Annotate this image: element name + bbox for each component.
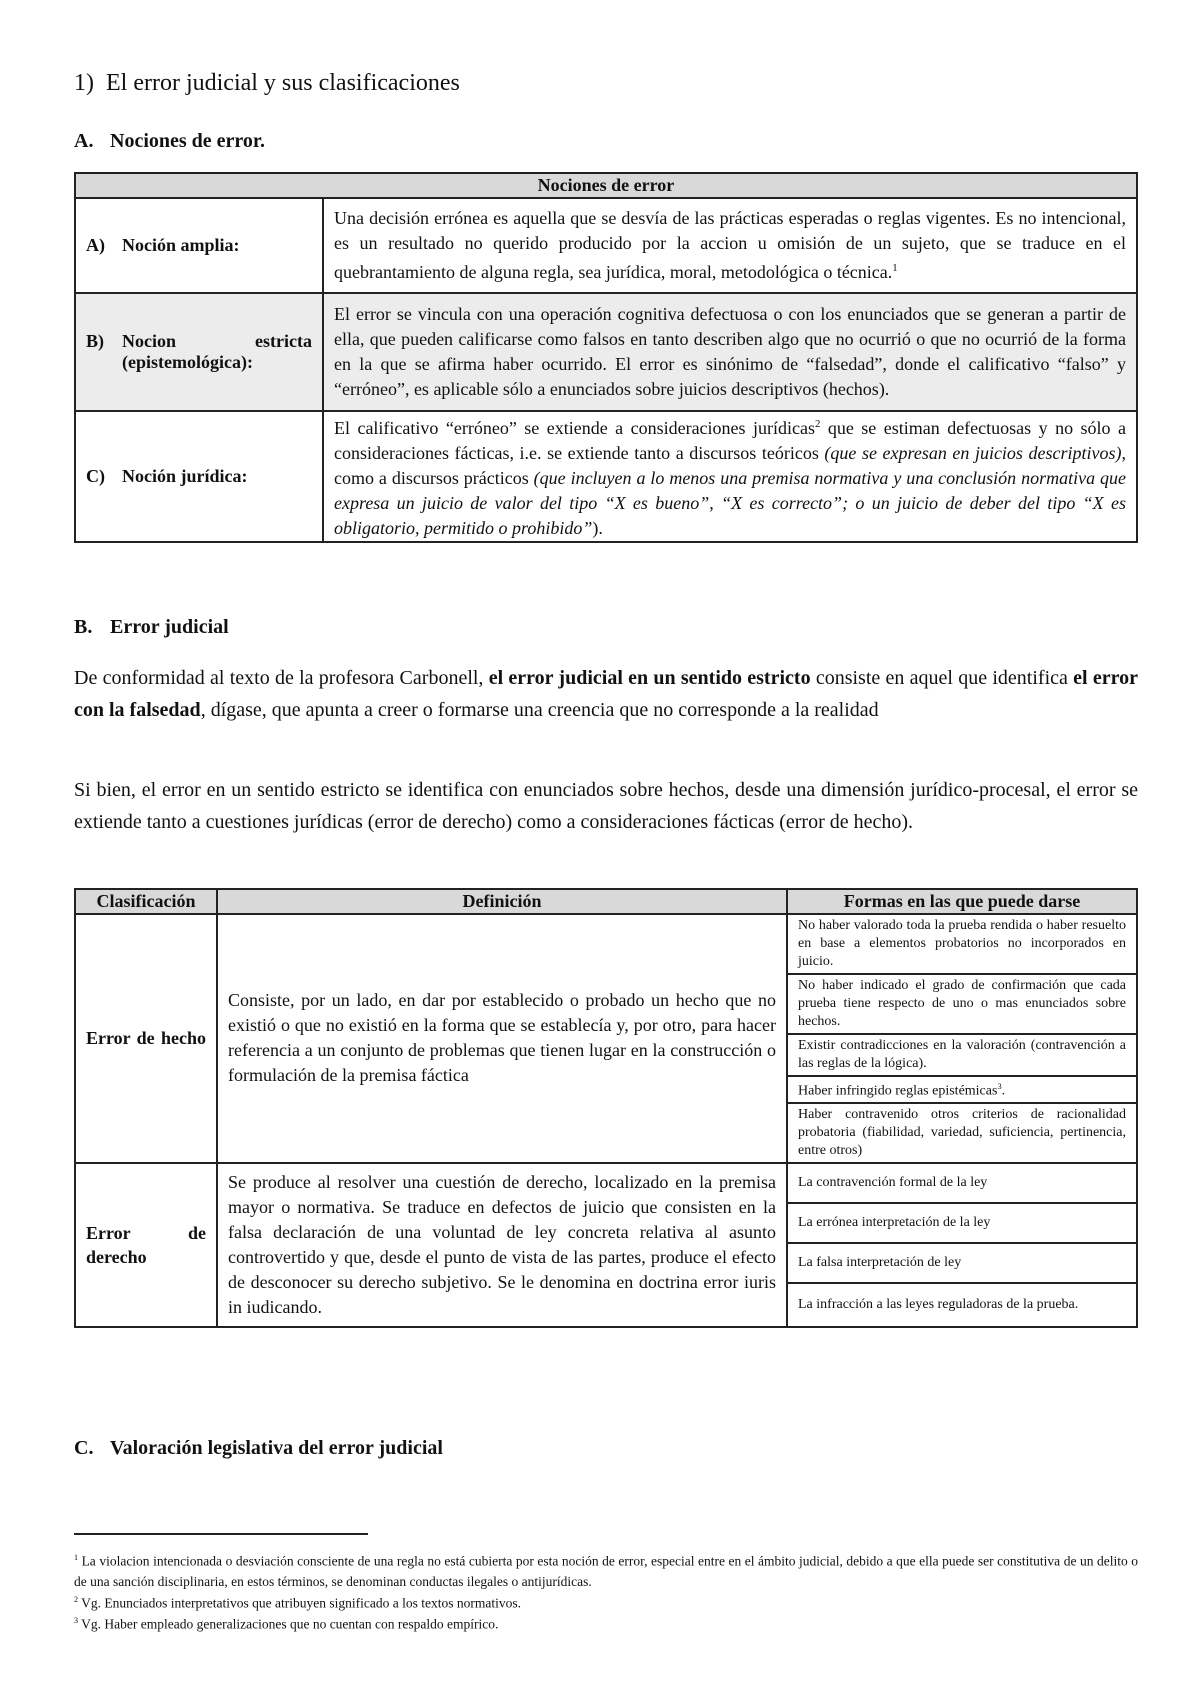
- forma-item: La errónea interpretación de la ley: [787, 1203, 1137, 1243]
- nociones-label: Noción amplia:: [122, 235, 240, 255]
- nociones-key: B): [86, 331, 104, 351]
- table-row: [75, 1163, 1137, 1203]
- nociones-row-estricta: [75, 293, 1137, 411]
- col-header-formas: Formas en las que puede darse: [787, 889, 1137, 914]
- footnote-ref-2[interactable]: 2: [814, 418, 821, 430]
- footnote-3: [74, 1611, 1138, 1635]
- footnote-text: La violacion intencionada o desviación consciente de una regla no está cubierta por esta noción de error, especial entre en el ámbito judicial, debido a que ella puede ser constitutiva de un delito o de una sanción disciplinaria, en estos términos, se denominan conductas ilegales o antijurídicas.: [74, 1553, 1138, 1589]
- col-header-definicion: Definición: [217, 889, 787, 914]
- section-c-heading: [74, 1437, 443, 1460]
- nociones-text-juridica: [323, 411, 1137, 542]
- page-title: 1) El error judicial y sus clasificaciones: [74, 70, 460, 96]
- nociones-label-amplia: [75, 198, 323, 293]
- forma-item: No haber valorado toda la prueba rendida o haber resuelto en base a elementos probatorios no incorporados en juicio.: [787, 914, 1137, 974]
- nociones-key: A): [86, 235, 105, 255]
- section-a-heading: [74, 130, 265, 153]
- nociones-text-part: ).: [592, 518, 603, 538]
- section-a-letter: A.: [74, 130, 94, 152]
- nociones-text-part: que se estiman defectuosas y no sólo a consideraciones fácticas, i.e. se extiende tanto a discursos teóricos: [334, 418, 1126, 463]
- forma-text: .: [1001, 1083, 1006, 1099]
- section-b-letter: B.: [74, 616, 93, 638]
- nociones-label: Nocion estricta (epistemológica):: [122, 331, 312, 372]
- clasificacion-hecho: Error de hecho: [75, 914, 217, 1163]
- nociones-italic-part: (que se expresan en juicios descriptivos): [824, 443, 1122, 463]
- nociones-label-estricta: [75, 293, 323, 411]
- nociones-label-juridica: [75, 411, 323, 542]
- nociones-table: [74, 172, 1138, 543]
- section-b-label: Error judicial: [110, 616, 229, 638]
- section-a-label: Nociones de error.: [110, 130, 265, 152]
- forma-item: Haber contravenido otros criterios de racionalidad probatoria (fiabilidad, variedad, suficiencia, pertinencia, entre otros): [787, 1103, 1137, 1163]
- nociones-label: Noción jurídica:: [122, 466, 248, 486]
- footnote-mark: 3: [74, 1616, 79, 1625]
- footnote-ref-3[interactable]: 3: [997, 1082, 1002, 1091]
- forma-item: La contravención formal de la ley: [787, 1163, 1137, 1203]
- paragraph-bold: el error con la falsedad: [74, 667, 1138, 721]
- nociones-row-juridica: [75, 411, 1137, 542]
- footnote-2: [74, 1590, 1138, 1614]
- section-b-heading: [74, 616, 229, 639]
- clasificacion-table: [74, 888, 1138, 1328]
- paragraph-bold: el error judicial en un sentido estricto: [488, 667, 811, 689]
- nociones-text: Una decisión errónea es aquella que se desvía de las prácticas esperadas o reglas vigentes. Es no intencional, es un resultado no querido producido por la accion u omisión de un sujeto, que se traduce en el quebrantamiento de alguna regla, sea jurídica, moral, metodológica o técnica.: [334, 208, 1126, 282]
- paragraph-carbonell: [74, 662, 1138, 726]
- section-c-label: Valoración legislativa del error judicial: [110, 1437, 443, 1459]
- paragraph-text: De conformidad al texto de la profesora Carbonell,: [74, 667, 489, 689]
- footnote-mark: 2: [74, 1595, 79, 1604]
- paragraph-sentido-estricto: Si bien, el error en un sentido estricto se identifica con enunciados sobre hechos, desde una dimensión jurídico-procesal, el error se extiende tanto a cuestiones jurídicas (error de derecho) como a consideraciones fácticas (error de hecho).: [74, 779, 1138, 833]
- col-header-clasificacion: Clasificación: [75, 889, 217, 914]
- footnote-text: Vg. Haber empleado generalizaciones que no cuentan con respaldo empírico.: [78, 1616, 499, 1632]
- paragraph-text: consiste en aquel que identifica: [810, 667, 1074, 689]
- footnote-divider: [74, 1533, 368, 1535]
- footnote-ref-1[interactable]: 1: [892, 262, 898, 274]
- nociones-italic-part: (que incluyen a lo menos una premisa normativa y una conclusión normativa que expresa un juicio de valor del tipo “X es bueno”, “X es correcto”; o un juicio de deber del tipo “X es obligatorio, permitido o prohibido”: [334, 468, 1126, 538]
- paragraph-text: , dígase, que apunta a creer o formarse una creencia que no corresponde a la realidad: [200, 699, 879, 721]
- footnote-text: Vg. Enunciados interpretativos que atribuyen significado a los textos normativos.: [78, 1595, 521, 1611]
- nociones-row-amplia: [75, 198, 1137, 293]
- forma-item: La infracción a las leyes reguladoras de la prueba.: [787, 1283, 1137, 1327]
- footnote-1: [74, 1548, 1138, 1592]
- footnote-mark: 1: [74, 1553, 79, 1562]
- forma-item: La falsa interpretación de ley: [787, 1243, 1137, 1283]
- nociones-text-part: , como a discursos prácticos: [334, 443, 1126, 488]
- nociones-text-amplia: [323, 198, 1137, 293]
- definicion-derecho: Se produce al resolver una cuestión de derecho, localizado en la premisa mayor o normativa. Se traduce en defectos de juicio que consisten en la falsa declaración de una voluntad de ley concreta relativa al asunto controvertido y que, desde el punto de vista de las partes, produce el efecto de desconocer su derecho subjetivo. Se le denomina en doctrina error iuris in iudicando.: [217, 1163, 787, 1327]
- definicion-hecho: Consiste, por un lado, en dar por establecido o probado un hecho que no existió o que no existió en la forma que se establecía y, por otro, para hacer referencia a un conjunto de problemas que tienen lugar en la construcción o formulación de la premisa fáctica: [217, 914, 787, 1163]
- nociones-text-estricta: El error se vincula con una operación cognitiva defectuosa o con los enunciados que se generan a partir de ella, que pueden calificarse como falsos en tanto describen algo que no ocurrió o que no ocurrió de la forma en la que se afirma haber ocurrido. El error es sinónimo de “falsedad”, donde el calificativo “falso” y “erróneo”, es aplicable sólo a enunciados sobre juicios descriptivos (hechos).: [323, 293, 1137, 411]
- nociones-key: C): [86, 466, 105, 486]
- nociones-text-part: El calificativo “erróneo” se extiende a consideraciones jurídicas: [334, 418, 815, 438]
- forma-item: Existir contradicciones en la valoración (contravención a las reglas de la lógica).: [787, 1034, 1137, 1076]
- table-row: [75, 914, 1137, 974]
- forma-item: [787, 1076, 1137, 1103]
- forma-text: Haber infringido reglas epistémicas: [798, 1083, 998, 1099]
- forma-item: No haber indicado el grado de confirmación que cada prueba tiene respecto de uno o mas enunciados sobre hechos.: [787, 974, 1137, 1034]
- clasificacion-derecho: Error de derecho: [75, 1163, 217, 1327]
- section-c-letter: C.: [74, 1437, 94, 1459]
- nociones-table-header: Nociones de error: [75, 173, 1137, 198]
